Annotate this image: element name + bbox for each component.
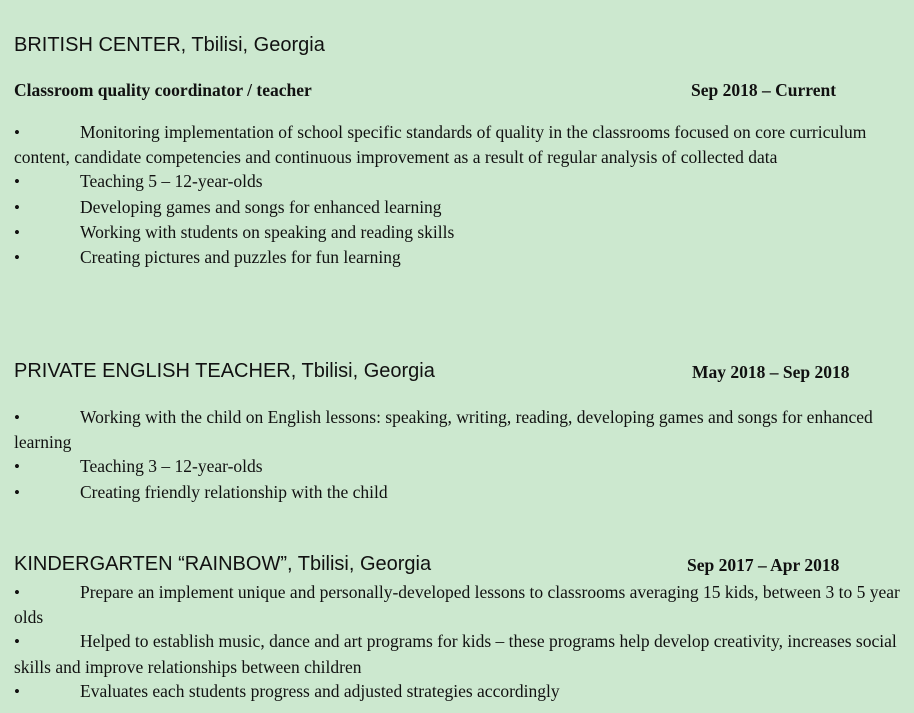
duty-text: Evaluates each students progress and adjusted strategies accordingly (80, 680, 560, 701)
bullet-icon: • (14, 222, 20, 242)
duty-text: Developing games and songs for enhanced learning (80, 196, 442, 217)
duty-text: Prepare an implement unique and personally-developed lessons to classrooms averaging 15 kids, between 3 to 5 year olds (14, 582, 900, 628)
job-dates: Sep 2018 – Current (691, 80, 837, 100)
duty-text: Teaching 3 – 12-year-olds (80, 456, 263, 477)
bullet-icon: • (14, 583, 20, 602)
bullet-icon: • (14, 408, 20, 427)
list-item (14, 629, 904, 678)
bullet-icon: • (14, 197, 20, 217)
bullet-icon: • (14, 172, 20, 192)
job-british-center (14, 32, 904, 270)
job-role: Classroom quality coordinator / teacher (14, 80, 312, 100)
list-item (14, 220, 904, 245)
list-item (14, 245, 904, 270)
job-duties-list (14, 120, 904, 270)
job-private-english-teacher (14, 358, 904, 505)
job-duties-list (14, 405, 904, 505)
job-dates: May 2018 – Sep 2018 (692, 362, 850, 382)
job-heading: KINDERGARTEN “RAINBOW”, Tbilisi, Georgia (14, 553, 432, 575)
job-heading: BRITISH CENTER, Tbilisi, Georgia (14, 34, 325, 56)
list-item (14, 195, 904, 220)
duty-text: Creating pictures and puzzles for fun learning (80, 247, 401, 268)
bullet-icon: • (14, 482, 20, 502)
job-heading: PRIVATE ENGLISH TEACHER, Tbilisi, Georgia (14, 360, 435, 382)
job-duties-list (14, 580, 904, 704)
job-dates: Sep 2017 – Apr 2018 (687, 555, 840, 575)
duty-text: Monitoring implementation of school specific standards of quality in the classrooms focused on core curriculum content, candidate competencies and continuous improvement as a result of regular analysis of collected data (14, 122, 867, 168)
job-kindergarten-rainbow (14, 551, 904, 704)
duty-text: Creating friendly relationship with the child (80, 481, 388, 502)
list-item (14, 405, 904, 454)
list-item (14, 120, 904, 169)
duty-text: Working with the child on English lessons: speaking, writing, reading, developing games and songs for enhanced learning (14, 407, 873, 453)
list-item (14, 480, 904, 505)
bullet-icon: • (14, 632, 20, 652)
bullet-icon: • (14, 457, 20, 477)
duty-text: Working with students on speaking and reading skills (80, 221, 455, 242)
bullet-icon: • (14, 681, 20, 701)
list-item (14, 580, 904, 629)
duty-text: Helped to establish music, dance and art programs for kids – these programs help develop creativity, increases social skills and improve relationships between children (14, 631, 897, 677)
bullet-icon: • (14, 248, 20, 268)
list-item (14, 679, 904, 704)
bullet-icon: • (14, 123, 20, 142)
list-item (14, 169, 904, 194)
list-item (14, 454, 904, 479)
duty-text: Teaching 5 – 12-year-olds (80, 171, 263, 192)
